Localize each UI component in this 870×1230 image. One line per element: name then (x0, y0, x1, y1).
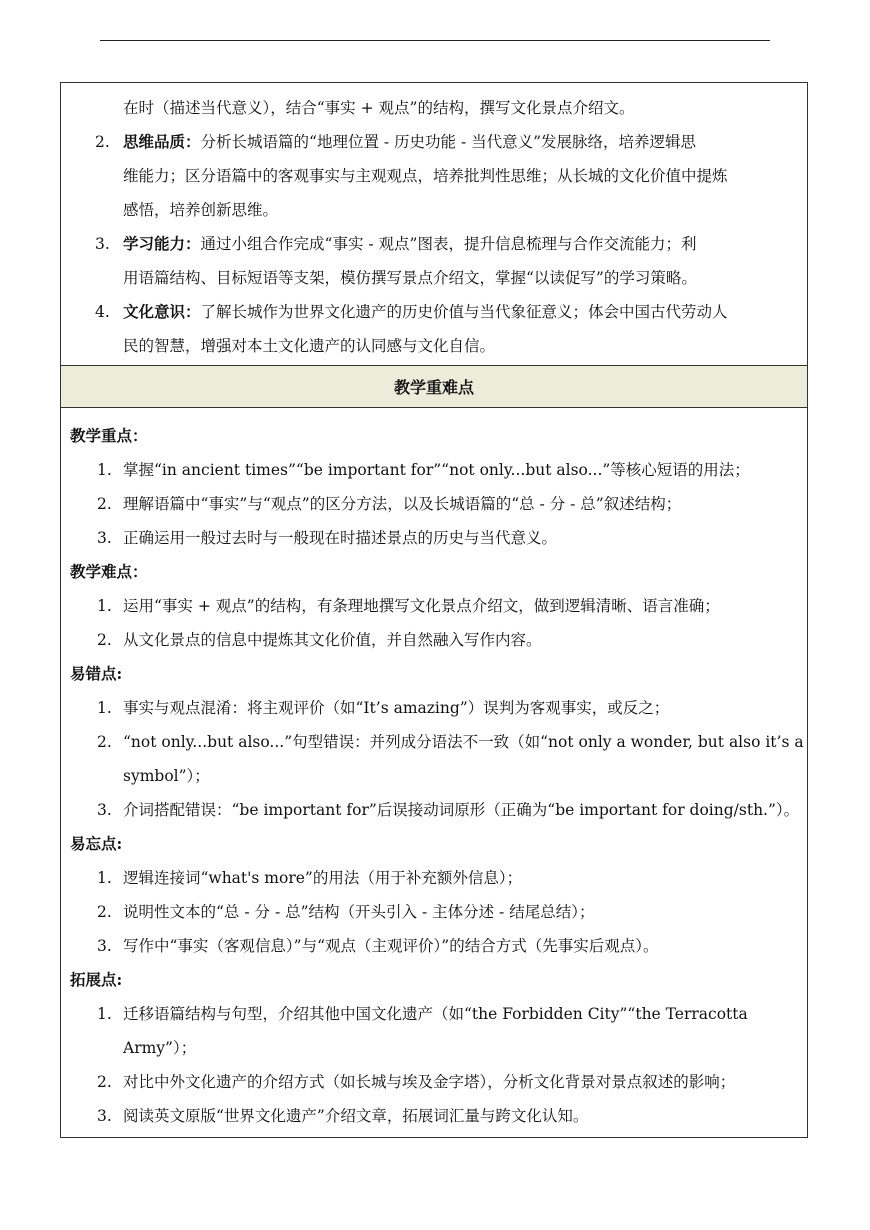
goal-item-learning: 3. 学习能力：通过小组合作完成“事实 - 观点”图表，提升信息梳理与合作交流能力；利 (61, 227, 807, 261)
goal-label: 思维品质： (123, 132, 201, 151)
error-point-item: 3. 介词搭配错误：“be important for”后误接动词原形（正确为“be important for doing/sth.”）。 (97, 801, 800, 819)
difficult-point-item: 2. 从文化景点的信息中提炼其文化价值，并自然融入写作内容。 (97, 631, 542, 649)
error-points-title: 易错点: (70, 664, 123, 683)
lesson-table (60, 82, 808, 1138)
section-header-title: 教学重难点 (393, 378, 474, 397)
goal-number: 4. (95, 303, 110, 321)
extension-points-title: 拓展点: (70, 970, 123, 989)
goal-item-learning-line2: 用语篇结构、目标短语等支架，模仿撰写景点介绍文，掌握“以读促写”的学习策略。 (123, 269, 697, 287)
goal-continuation: 在时（描述当代意义），结合“事实 + 观点”的结构，撰写文化景点介绍文。 (123, 99, 635, 117)
forget-point-item: 1. 逻辑连接词“what's more”的用法（用于补充额外信息）； (97, 869, 523, 887)
section-header (61, 366, 807, 408)
goal-item-thinking: 2. 思维品质：分析长城语篇的“地理位置 - 历史功能 - 当代意义”发展脉络，培养逻辑思 (61, 125, 807, 159)
key-point-item: 3. 正确运用一般过去时与一般现在时描述景点的历史与当代意义。 (97, 529, 558, 547)
key-point-item: 2. 理解语篇中“事实”与“观点”的区分方法，以及长城语篇的“总 - 分 - 总”叙述结构； (97, 495, 682, 513)
extension-point-item: 2. 对比中外文化遗产的介绍方式（如长城与埃及金字塔），分析文化背景对景点叙述的影响； (97, 1073, 736, 1091)
goal-number: 2. (95, 133, 110, 151)
extension-point-item: 3. 阅读英文原版“世界文化遗产”介绍文章，拓展词汇量与跨文化认知。 (97, 1107, 589, 1125)
goal-label: 学习能力： (123, 234, 201, 253)
goal-number: 3. (95, 235, 110, 253)
difficult-point-item: 1. 运用“事实 + 观点”的结构，有条理地撰写文化景点介绍文，做到逻辑清晰、语言准确； (97, 597, 720, 615)
forget-point-item: 3. 写作中“事实（客观信息）”与“观点（主观评价）”的结合方式（先事实后观点）。 (97, 937, 659, 955)
difficult-points-title: 教学难点： (70, 562, 148, 581)
goal-item-culture: 4. 文化意识：了解长城作为世界文化遗产的历史价值与当代象征意义；体会中国古代劳动人 (61, 295, 807, 329)
error-point-item-line2: symbol”）； (123, 767, 210, 785)
error-point-item: 2. “not only...but also...”句型错误：并列成分语法不一致（如“not only a wonder, but also it’s a (97, 733, 804, 751)
goal-item-culture-line2: 民的智慧，增强对本土文化遗产的认同感与文化自信。 (123, 337, 496, 355)
goal-item-thinking-line3: 感悟，培养创新思维。 (123, 201, 279, 219)
key-points-title: 教学重点： (70, 426, 148, 445)
extension-point-item: 1. 迁移语篇结构与句型，介绍其他中国文化遗产（如“the Forbidden City”“the Terracotta (97, 1005, 748, 1023)
goals-section (61, 83, 807, 366)
goal-label: 文化意识： (123, 302, 201, 321)
extension-point-item-line2: Army”）； (123, 1039, 197, 1057)
forget-point-item: 2. 说明性文本的“总 - 分 - 总”结构（开头引入 - 主体分述 - 结尾总结）； (97, 903, 595, 921)
error-point-item: 1. 事实与观点混淆：将主观评价（如“It’s amazing”）误判为客观事实，或反之； (97, 699, 670, 717)
key-point-item: 1. 掌握“in ancient times”“be important for”“not only...but also...”等核心短语的用法； (97, 461, 750, 479)
forget-points-title: 易忘点: (70, 834, 123, 853)
points-section (61, 408, 807, 1137)
goal-item-thinking-line2: 维能力；区分语篇中的客观事实与主观观点，培养批判性思维；从长城的文化价值中提炼 (123, 167, 728, 185)
header-rule (100, 40, 770, 41)
